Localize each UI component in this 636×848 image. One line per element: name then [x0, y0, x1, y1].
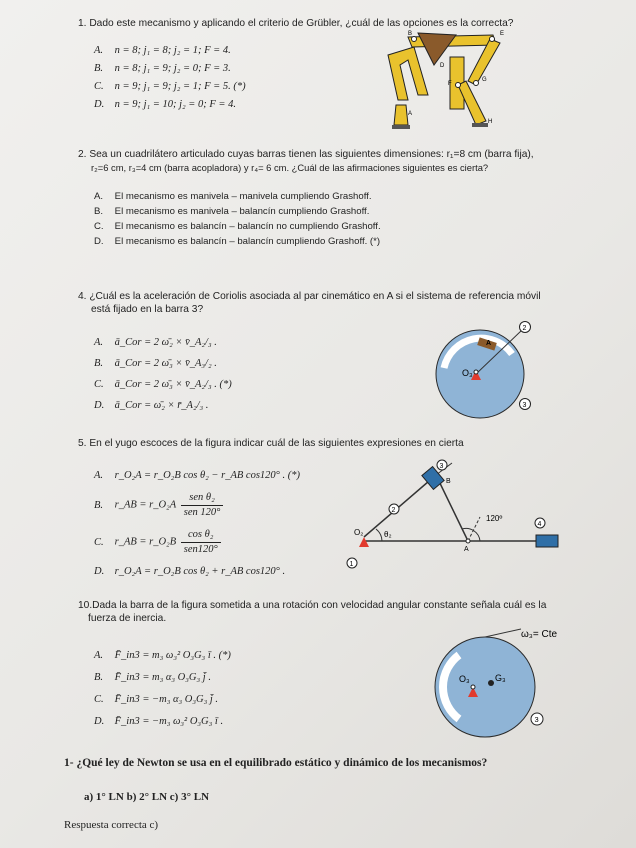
q10-option-b-text: F̄_in3 = m₃ α₃ O₃G₃ j̄ .: [114, 672, 211, 683]
q10-option-d[interactable]: [94, 716, 223, 728]
q10-disc: [435, 637, 535, 737]
question-4-title-line1: 4. ¿Cuál es la aceleración de Coriolis asociada al par cinemático en A si el sistema de referencia móvil: [78, 291, 541, 302]
q5-option-b-den: sen 120°: [183, 507, 221, 518]
q1-mechanism-figure: [378, 25, 538, 145]
q5-link-ab: [436, 475, 468, 541]
q5-option-b-fraction: [181, 491, 224, 520]
q4-option-c[interactable]: [94, 379, 232, 391]
q10-label-omega: ω₃= Cte: [521, 629, 558, 640]
newton-answer: Respuesta correcta c): [64, 819, 159, 831]
question-2-title-line1: 2. Sea un cuadrilátero articulado cuyas barras tienen las siguientes dimensiones: r₁=8 cm (barra fija),: [78, 149, 534, 160]
q4-label-2: 2: [522, 325, 527, 332]
q5-slider-4: [536, 535, 558, 547]
q1-link-a: [394, 105, 408, 125]
q5-option-b-num: sen θ₂: [181, 491, 224, 506]
q1-option-c-text: n = 9; j₁ = 9; j₂ = 1; F = 5. (*): [114, 81, 246, 92]
q4-option-b-letter: B.: [94, 358, 104, 369]
q10-inertia-figure: [425, 625, 585, 743]
q5-option-c-lhs: r_AB = r_O₂B: [114, 536, 177, 548]
q5-option-c-den: sen120°: [183, 544, 218, 555]
q10-label-g3: G₃: [495, 673, 506, 683]
q5-option-c-num: cos θ₂: [181, 528, 221, 543]
q2-option-a-text: El mecanismo es manivela – manivela cumpliendo Grashoff.: [114, 191, 372, 202]
q5-pivot-o2: [359, 537, 369, 547]
q5-label-2: 2: [391, 507, 396, 514]
q5-label-a: A: [464, 546, 469, 553]
q2-option-d[interactable]: [94, 236, 380, 248]
q1-option-d-letter: D.: [94, 99, 105, 110]
q5-joint-a: [466, 539, 470, 543]
q5-option-c-fraction: [181, 528, 221, 557]
q2-option-c-text: El mecanismo es balancín – balancín no cumpliendo Grashoff.: [114, 221, 381, 232]
q1-link-u: [388, 47, 428, 100]
q10-joint-o3: [471, 685, 475, 689]
q1-label-h: H: [488, 119, 493, 125]
question-1-title: 1. Dado este mecanismo y aplicando el criterio de Grübler, ¿cuál de las opciones es la correcta?: [78, 18, 514, 29]
q2-option-b[interactable]: [94, 206, 369, 218]
q2-option-b-letter: B.: [94, 206, 104, 217]
newton-options[interactable]: a) 1° LN b) 2° LN c) 3° LN: [84, 791, 210, 803]
q1-label-b: B: [408, 31, 413, 37]
q2-option-d-text: El mecanismo es balancín – balancín cumpliendo Grashoff. (*): [114, 236, 381, 247]
q5-option-c-letter: C.: [94, 536, 104, 548]
question-10-title-line1: 10.Dada la barra de la figura sometida a una rotación con velocidad angular constante señala cuál es la: [78, 600, 547, 611]
q10-option-b[interactable]: [94, 672, 211, 684]
q4-label-o3: O₃: [462, 368, 473, 378]
q1-option-b-letter: B.: [94, 63, 104, 74]
q5-option-c[interactable]: [94, 528, 223, 557]
q1-option-a[interactable]: [94, 45, 231, 57]
q1-label-d: D: [440, 63, 445, 69]
q5-option-b-letter: B.: [94, 499, 104, 511]
q4-option-a-letter: A.: [94, 337, 104, 348]
q5-option-a-text: r_O₂A = r_O₂B cos θ₂ − r_AB cos120° . (*): [114, 470, 300, 481]
q10-option-c-letter: C.: [94, 694, 104, 705]
q4-option-d-letter: D.: [94, 400, 105, 411]
q5-option-d-text: r_O₂A = r_O₂B cos θ₂ + r_AB cos120° .: [114, 566, 286, 577]
q1-joint-e: [490, 37, 495, 42]
q2-option-a[interactable]: [94, 191, 372, 203]
q5-option-a-letter: A.: [94, 470, 104, 481]
q1-option-a-text: n = 8; j₁ = 8; j₂ = 1; F = 4.: [114, 45, 231, 56]
q5-option-b-lhs: r_AB = r_O₂A: [114, 499, 177, 511]
q5-label-theta: θ₂: [384, 530, 392, 539]
q10-option-c[interactable]: [94, 694, 218, 706]
q1-joint-b: [412, 37, 417, 42]
question-2-title: [78, 148, 578, 174]
q4-option-d[interactable]: [94, 400, 208, 412]
q10-label-o3: O₃: [459, 674, 470, 684]
question-4-title-line2: está fijado en la barra 3?: [91, 304, 204, 315]
q4-option-c-text: ā_Cor = 2 ω̄₃ × v̄_A₂/₃ . (*): [114, 379, 232, 390]
q10-option-d-letter: D.: [94, 716, 105, 727]
q5-option-d[interactable]: [94, 566, 285, 578]
q5-option-d-letter: D.: [94, 566, 105, 577]
q5-option-b[interactable]: [94, 491, 225, 520]
q10-option-a-letter: A.: [94, 650, 104, 661]
question-4-title: [78, 290, 598, 316]
q1-option-b[interactable]: [94, 63, 231, 75]
q10-label-3: 3: [534, 715, 539, 724]
q5-label-4: 4: [537, 521, 542, 528]
q4-label-3: 3: [522, 402, 527, 409]
q10-center-g3: [488, 680, 494, 686]
q1-option-b-text: n = 8; j₁ = 9; j₂ = 0; F = 3.: [114, 63, 231, 74]
q5-label-1: 1: [349, 561, 354, 568]
q1-label-f: F: [448, 81, 452, 87]
question-10-title: [78, 599, 578, 625]
q5-label-3: 3: [439, 463, 444, 470]
q1-ground-h: [472, 123, 488, 127]
question-10-title-line2: fuerza de inercia.: [88, 613, 167, 624]
q10-option-b-letter: B.: [94, 672, 104, 683]
q5-theta-arc: [376, 529, 382, 541]
q1-label-e: E: [500, 31, 505, 37]
q5-label-b: B: [446, 478, 451, 485]
q1-option-c[interactable]: [94, 81, 246, 93]
q1-label-a: A: [408, 111, 413, 117]
q2-option-c-letter: C.: [94, 221, 104, 232]
q4-option-c-letter: C.: [94, 379, 104, 390]
question-5-title: 5. En el yugo escoces de la figura indicar cuál de las siguientes expresiones en cierta: [78, 438, 464, 449]
q1-option-d[interactable]: [94, 99, 236, 111]
q5-label-angle: 120º: [486, 514, 503, 523]
q10-option-a-text: F̄_in3 = m₃ ω₃² O₃G₃ ī . (*): [114, 650, 231, 661]
q1-ground-a: [392, 125, 410, 129]
q4-label-a: A: [486, 340, 492, 347]
q10-option-c-text: F̄_in3 = −m₃ α₃ O₃G₃ j̄ .: [114, 694, 219, 705]
q2-option-d-letter: D.: [94, 236, 104, 247]
q4-coriolis-figure: [430, 318, 542, 422]
q2-option-c[interactable]: [94, 221, 381, 233]
q5-label-o2: O₂: [354, 528, 364, 537]
newton-question: 1- ¿Qué ley de Newton se usa en el equilibrado estático y dinámico de los mecanismos?: [64, 757, 488, 769]
q1-label-g: G: [482, 77, 487, 83]
q4-option-b[interactable]: [94, 358, 217, 370]
q4-option-a[interactable]: [94, 337, 217, 349]
q10-option-d-text: F̄_in3 = −m₃ ω₃² O₃G₃ ī .: [114, 716, 224, 727]
q2-option-b-text: El mecanismo es manivela – balancín cumpliendo Grashoff.: [114, 206, 370, 217]
q1-joint-f: [456, 83, 461, 88]
q1-option-d-text: n = 9; j₁ = 10; j₂ = 0; F = 4.: [114, 99, 237, 110]
q4-option-b-text: ā_Cor = 2 ω̄₃ × v̄_A₃/₂ .: [114, 358, 217, 369]
q1-option-c-letter: C.: [94, 81, 104, 92]
q5-option-a[interactable]: [94, 470, 300, 482]
q4-option-a-text: ā_Cor = 2 ω̄₂ × v̄_A₂/₃ .: [114, 337, 217, 348]
q5-scotch-yoke-figure: [330, 455, 566, 575]
q2-option-a-letter: A.: [94, 191, 104, 202]
q10-option-a[interactable]: [94, 650, 231, 662]
question-2-title-line2: r₂=6 cm, r₃=4 cm (barra acopladora) y r₄= 6 cm. ¿Cuál de las afirmaciones siguientes es cierta?: [91, 162, 489, 173]
q4-joint-o3: [474, 370, 478, 374]
q1-joint-g: [474, 81, 479, 86]
q10-omega-pointer: [485, 629, 521, 637]
q4-option-d-text: ā_Cor = ω̄₂ × r̄_A₂/₃ .: [114, 400, 209, 411]
q5-link-2: [364, 475, 436, 537]
q1-option-a-letter: A.: [94, 45, 104, 56]
